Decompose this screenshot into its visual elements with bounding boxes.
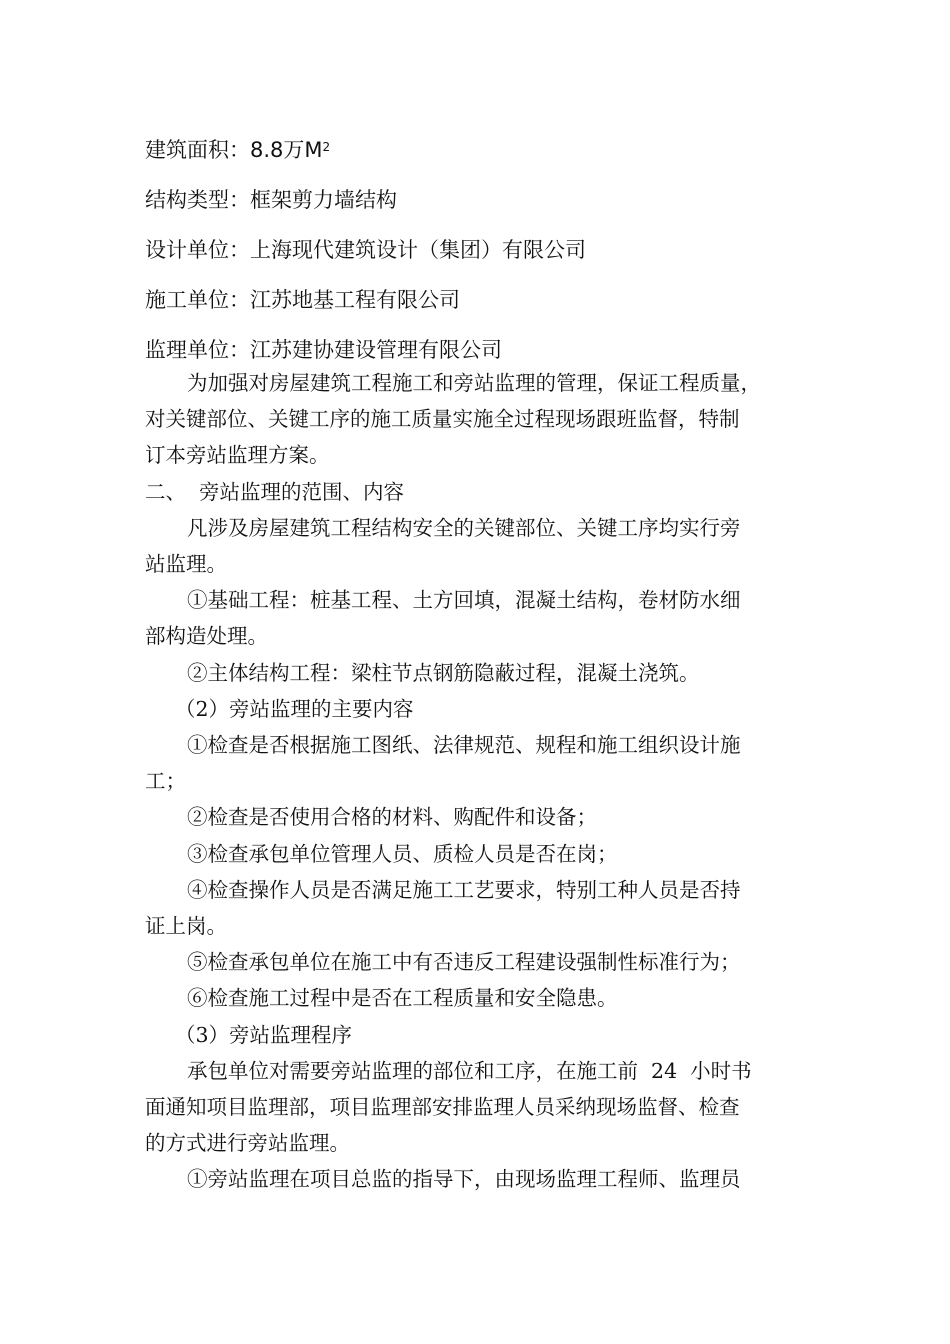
subsection-2-heading: （2）旁站监理的主要内容 — [175, 696, 414, 721]
intro-line-1: 为加强对房屋建筑工程施工和旁站监理的管理，保证工程质量， — [187, 371, 761, 395]
content-item-1-line-1: ①检查是否根据施工图纸、法律规范、规程和施工组织设计施 — [187, 733, 741, 758]
supervision-unit-line — [145, 336, 502, 364]
document-body — [145, 365, 825, 1198]
subsection-3-heading: （3）旁站监理程序 — [175, 1022, 353, 1047]
item-main-structure: ②主体结构工程：梁柱节点钢筋隐蔽过程，混凝土浇筑。 — [187, 660, 700, 685]
construction-unit-label: 施工单位： — [145, 288, 250, 312]
intro-line-3: 订本旁站监理方案。 — [145, 443, 330, 468]
content-item-6: ⑥检查施工过程中是否在工程质量和安全隐患。 — [187, 986, 618, 1011]
supervision-unit-label: 监理单位： — [145, 338, 250, 362]
procedure-item-1: ①旁站监理在项目总监的指导下，由现场监理工程师、监理员 — [187, 1167, 741, 1192]
design-unit-value: 上海现代建筑设计（集团）有限公司 — [250, 238, 586, 262]
scope-line-2: 站监理。 — [145, 552, 227, 577]
supervision-unit-value: 江苏建协建设管理有限公司 — [250, 338, 502, 362]
procedure-line-1: 承包单位对需要旁站监理的部位和工序，在施工前 24 小时书 — [187, 1058, 752, 1083]
content-item-3: ③检查承包单位管理人员、质检人员是否在岗； — [187, 841, 618, 866]
building-area-line — [145, 136, 330, 164]
content-item-4-line-2: 证上岗。 — [145, 914, 227, 939]
content-item-4-line-1: ④检查操作人员是否满足施工工艺要求，特别工种人员是否持 — [187, 877, 741, 902]
intro-line-2: 对关键部位、关键工序的施工质量实施全过程现场跟班监督，特制 — [145, 407, 740, 432]
item-foundation-line-2: 部构造处理。 — [145, 624, 268, 649]
structure-type-value: 框架剪力墙结构 — [250, 188, 397, 212]
structure-type-line — [145, 186, 397, 214]
content-item-2: ②检查是否使用合格的材料、购配件和设备； — [187, 805, 597, 830]
area-unit-superscript: 2 — [322, 140, 331, 154]
content-item-5: ⑤检查承包单位在施工中有否违反工程建设强制性标准行为； — [187, 950, 741, 975]
building-area-value: 8.8万M — [250, 138, 323, 162]
construction-unit-value: 江苏地基工程有限公司 — [250, 288, 460, 312]
design-unit-label: 设计单位： — [145, 238, 250, 262]
design-unit-line — [145, 236, 586, 264]
procedure-line-3: 的方式进行旁站监理。 — [145, 1131, 350, 1156]
procedure-line-2: 面通知项目监理部，项目监理部安排监理人员采纳现场监督、检查 — [145, 1095, 740, 1120]
content-item-1-line-2: 工； — [145, 769, 186, 794]
item-foundation-line-1: ①基础工程：桩基工程、土方回填，混凝土结构，卷材防水细 — [187, 588, 741, 613]
section-2-heading: 二、 旁站监理的范围、内容 — [145, 479, 405, 504]
scope-line-1: 凡涉及房屋建筑工程结构安全的关键部位、关键工序均实行旁 — [187, 515, 741, 540]
construction-unit-line — [145, 286, 460, 314]
structure-type-label: 结构类型： — [145, 188, 250, 212]
building-area-label: 建筑面积： — [145, 138, 250, 162]
